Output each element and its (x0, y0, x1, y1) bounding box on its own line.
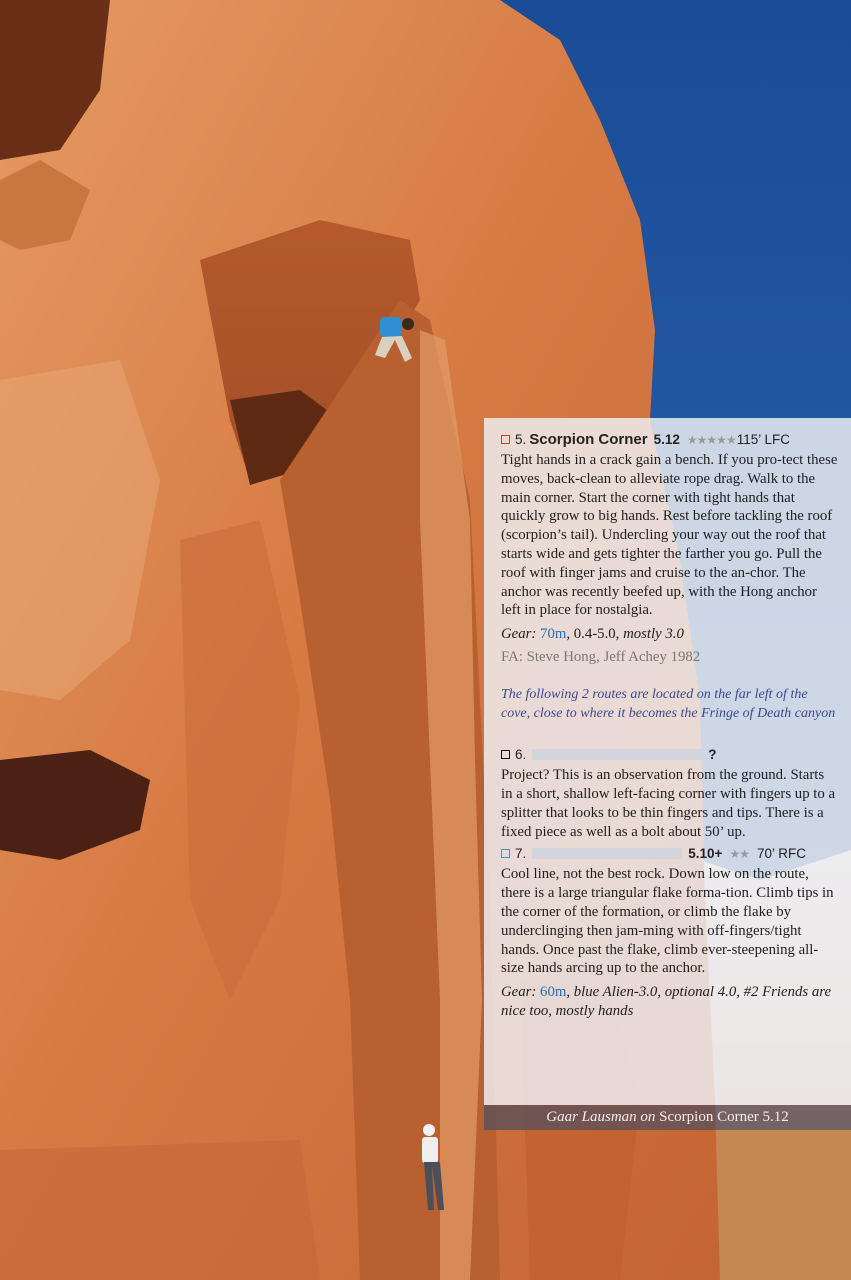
route-number: 5. (515, 432, 527, 447)
route-length: 70’ RFC (756, 846, 806, 862)
checkbox-icon[interactable] (501, 750, 510, 759)
rope-length: 60m (540, 984, 567, 1001)
caption-route: Scorpion Corner 5.12 (659, 1109, 789, 1125)
rope-length: 70m (540, 626, 567, 643)
first-ascent: FA: Steve Hong, Jeff Achey 1982 (501, 648, 701, 665)
gear-list: , 0.4-5.0, (566, 626, 624, 643)
route-5-header (501, 430, 839, 449)
gear-list: , blue Alien-3.0, optional 4.0, #2 Friends are nice too, mostly hands (501, 984, 832, 1019)
route-number: 6. (515, 747, 527, 763)
redacted-route-name (532, 749, 704, 760)
route-number: 7. (515, 846, 527, 862)
route-grade: 5.10+ (688, 846, 723, 862)
route-5-gear (501, 625, 839, 644)
route-7-gear (501, 983, 839, 1021)
photo-caption (484, 1105, 851, 1130)
caption-climber: Gaar Lausman (546, 1109, 637, 1125)
route-5-description: Tight hands in a crack gain a bench. If you pro-tect these moves, back-clean to alleviate rope drag. Walk to the main corner. Start the corner with tight hands that quickly grow to big hands. Rest before tackling the roof (scorpion’s tail). Undercling your way out the roof that starts wide and gets tighter the farther you go. Pull the roof with finger jams and cruise to the an-chor. The anchor was recently beefed up, with the Hong anchor left in place for nostalgia. (501, 452, 838, 619)
gear-label: Gear: (501, 984, 537, 1001)
gear-label: Gear: (501, 626, 537, 643)
star-rating: ★★★★★ (686, 432, 736, 447)
star-rating: ★★ (729, 846, 749, 861)
route-length: 115’ LFC (736, 432, 790, 447)
checkbox-icon[interactable] (501, 435, 510, 444)
route-info-panel (484, 418, 851, 1105)
gear-note: mostly 3.0 (623, 626, 684, 643)
route-grade: 5.12 (653, 432, 680, 447)
location-note: The following 2 routes are located on the far left of the cove, close to where it becomes the Fringe of Death canyon (501, 686, 836, 721)
route-7-header (501, 844, 839, 863)
caption-on: on (636, 1109, 660, 1125)
route-6-header (501, 745, 839, 764)
route-name: Scorpion Corner (529, 431, 648, 448)
route-7-description: Cool line, not the best rock. Down low on the route, there is a large triangular flake forma-tion. Climb tips in the corner of the formation, or climb the flake by underclinging then jam-ming with off-fingers/tight hands. Once past the flake, climb ever-steepening all-size hands arcing up to the anchor. (501, 866, 834, 977)
route-6-description: Project? This is an observation from the ground. Starts in a short, shallow left-facing corner with fingers up to a splitter that looks to be thin fingers and tips. There is a fixed piece as well as a bolt about 50’ up. (501, 767, 836, 840)
route-grade: ? (708, 747, 717, 763)
redacted-route-name (532, 848, 682, 859)
checkbox-icon[interactable] (501, 849, 510, 858)
